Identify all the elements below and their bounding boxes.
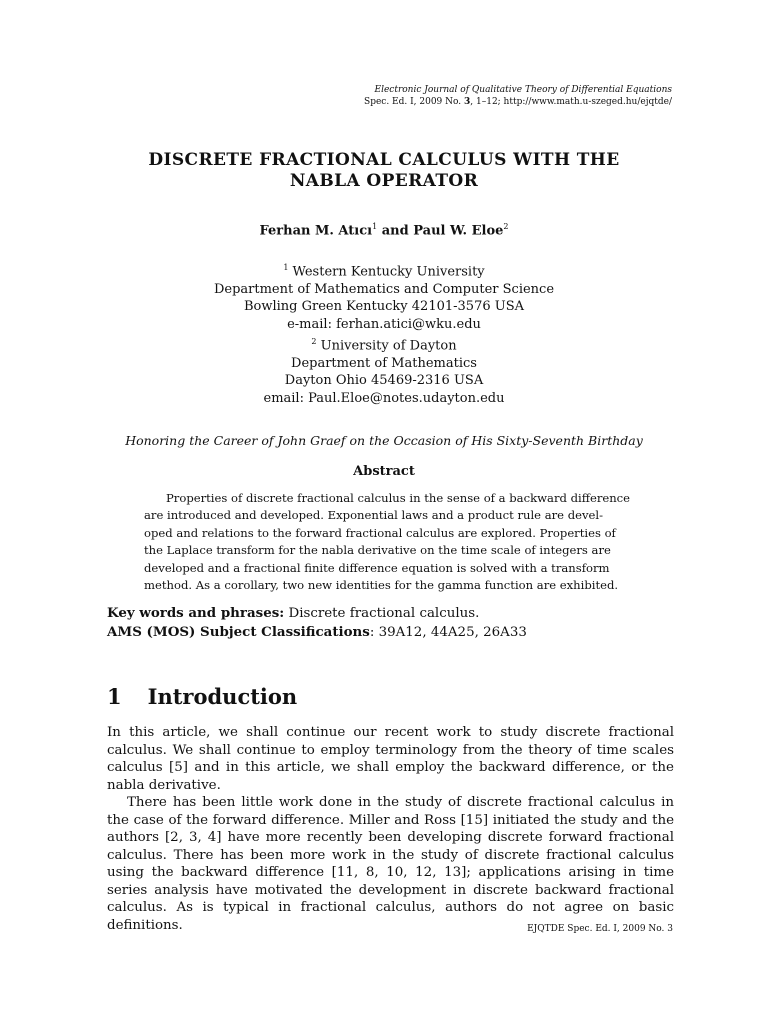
author-2-sup: 2	[503, 222, 509, 231]
journal-issue-number: 3	[464, 97, 471, 107]
section-heading	[107, 684, 297, 709]
author-2: Paul W. Eloe	[413, 223, 504, 239]
author-conjunction: and	[377, 223, 414, 239]
section-title: Introduction	[147, 684, 298, 709]
affiliation-2-sup: 2	[311, 336, 317, 346]
ams-line	[107, 623, 527, 642]
affiliation-2-university	[0, 333, 768, 355]
journal-name: Electronic Journal of Qualitative Theory of Differential Equations	[374, 85, 672, 95]
keywords-value: Discrete fractional calculus.	[284, 606, 480, 621]
ams-value: : 39A12, 44A25, 26A33	[369, 625, 527, 640]
title-line-2: NABLA OPERATOR	[289, 171, 479, 191]
paragraph-1: In this article, we shall continue our recent work to study discrete fractional calculus. We shall continue to employ terminology from the theory of time scales calculus [5] and in this article, we shall employ the backward difference, or the nabla derivative.	[107, 725, 674, 793]
journal-ref-prefix: Spec. Ed. I, 2009 No.	[364, 97, 464, 107]
journal-reference	[364, 96, 672, 108]
affiliation-1-department: Department of Mathematics and Computer Science	[213, 281, 555, 297]
keywords-line	[107, 604, 527, 623]
affiliation-2-department: Department of Mathematics	[291, 355, 477, 371]
affiliations	[0, 259, 768, 407]
ams-label: AMS (MOS) Subject Classifications	[107, 624, 370, 640]
affiliation-2-email: email: Paul.Eloe@notes.udayton.edu	[263, 390, 505, 406]
author-1: Ferhan M. Atıcı	[259, 223, 373, 239]
body-text	[107, 724, 674, 934]
abstract-line: the Laplace transform for the nabla derivative on the time scale of integers are	[144, 543, 611, 558]
affiliation-1-email: e-mail: ferhan.atici@wku.edu	[287, 316, 481, 332]
affiliation-1-address: Bowling Green Kentucky 42101-3576 USA	[243, 299, 524, 315]
dedication: Honoring the Career of John Graef on the Occasion of His Sixty-Seventh Birthday	[125, 433, 643, 448]
abstract-body	[144, 490, 636, 594]
affiliation-2-address: Dayton Ohio 45469-2316 USA	[284, 373, 484, 389]
title-line-1: DISCRETE FRACTIONAL CALCULUS WITH THE	[148, 150, 620, 170]
affiliation-1-university	[0, 259, 768, 281]
affiliation-1-sup: 1	[283, 263, 289, 272]
abstract-line: Properties of discrete fractional calculus in the sense of a backward difference	[166, 491, 631, 505]
author-1-sup: 1	[372, 222, 378, 231]
abstract-line: method. As a corollary, two new identities for the gamma function are exhibited.	[144, 578, 619, 593]
abstract-line: developed and a fractional finite difference equation is solved with a transform	[144, 560, 610, 575]
abstract-heading: Abstract	[353, 464, 415, 479]
paragraph-2: There has been little work done in the study of discrete fractional calculus in the case of the forward difference. Miller and Ross [15] initiated the study and the authors [2, 3, 4] have more recently been developing discrete forward fractional calculus. There has been more work in the study of discrete fractional calculus using the backward difference [11, 8, 10, 12, 13]; applications arising in time series analysis have motivated the development in discrete backward fractional calculus. As is typical in fractional calculus, authors do not agree on basic definitions.	[107, 795, 674, 933]
author-list	[0, 222, 768, 238]
affiliation-2-name: University of Dayton	[316, 338, 457, 354]
abstract-line: are introduced and developed. Exponential laws and a product rule are devel-	[144, 508, 604, 523]
affiliation-1-name: Western Kentucky University	[288, 264, 485, 280]
journal-ref-suffix: , 1–12; http://www.math.u-szeged.hu/ejqtde/	[470, 97, 672, 107]
keywords-label: Key words and phrases:	[107, 605, 285, 621]
section-number: 1	[107, 684, 122, 709]
abstract-line: oped and relations to the forward fractional calculus are explored. Properties of	[144, 525, 616, 540]
paper-title	[0, 150, 768, 192]
keywords-block	[107, 604, 527, 642]
page-footer: EJQTDE Spec. Ed. I, 2009 No. 3	[527, 924, 673, 934]
